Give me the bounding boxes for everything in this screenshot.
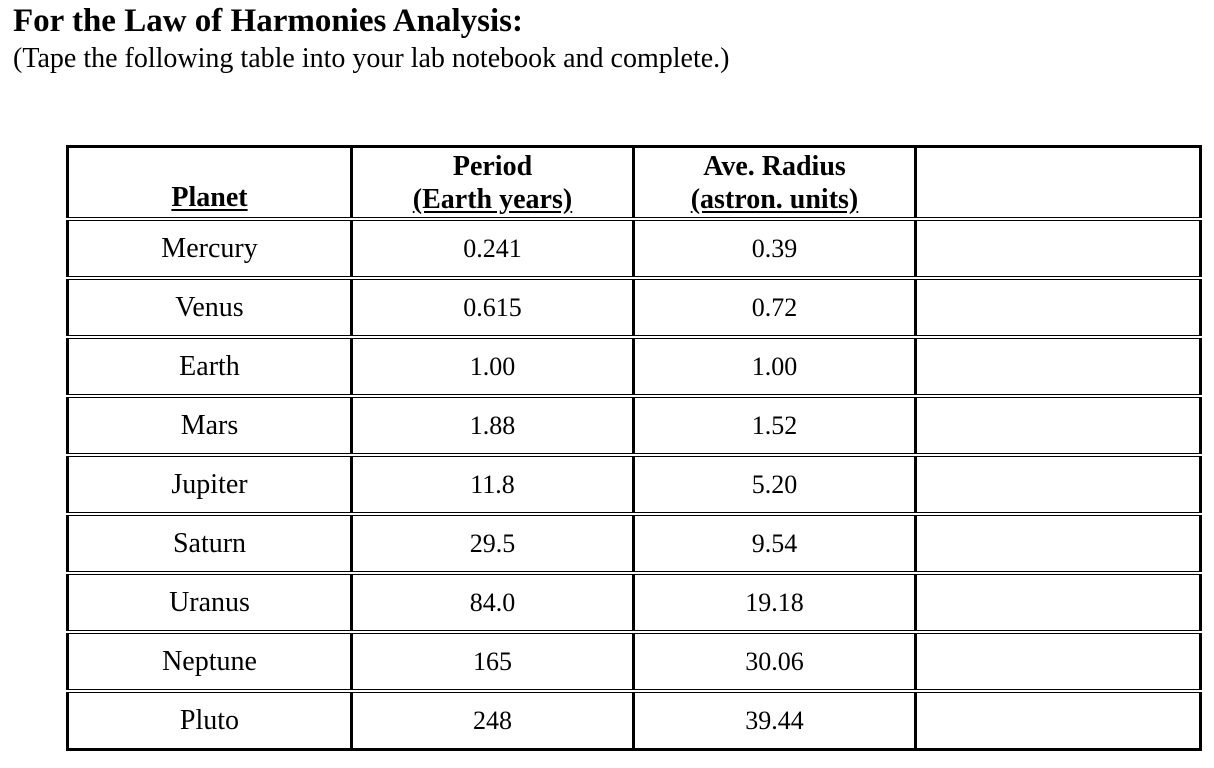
planet-name-cell: Venus <box>68 278 352 337</box>
header-row <box>68 147 1201 220</box>
blank-cell <box>916 396 1201 455</box>
blank-cell <box>916 514 1201 573</box>
blank-cell <box>916 632 1201 691</box>
table-row <box>68 337 1201 396</box>
page-subtitle: (Tape the following table into your lab notebook and complete.) <box>13 43 730 74</box>
period-cell: 0.615 <box>352 278 634 337</box>
blank-cell <box>916 278 1201 337</box>
period-cell: 29.5 <box>352 514 634 573</box>
planet-data-table <box>66 145 1202 751</box>
table-row <box>68 691 1201 750</box>
planet-name-cell: Jupiter <box>68 455 352 514</box>
radius-cell: 1.52 <box>634 396 916 455</box>
blank-cell <box>916 573 1201 632</box>
header-radius-title: Ave. Radius <box>703 150 846 182</box>
blank-cell <box>916 691 1201 750</box>
period-cell: 1.88 <box>352 396 634 455</box>
period-cell: 248 <box>352 691 634 750</box>
header-period-unit: (Earth years) <box>412 183 573 215</box>
period-cell: 0.241 <box>352 219 634 278</box>
period-cell: 84.0 <box>352 573 634 632</box>
planet-name-cell: Mercury <box>68 219 352 278</box>
table-header <box>68 147 1201 220</box>
blank-cell <box>916 455 1201 514</box>
table-row <box>68 455 1201 514</box>
radius-cell: 0.39 <box>634 219 916 278</box>
header-radius-unit: (astron. units) <box>690 183 859 215</box>
page-title: For the Law of Harmonies Analysis: <box>13 3 523 39</box>
radius-cell: 30.06 <box>634 632 916 691</box>
header-planet <box>68 147 352 220</box>
table-row <box>68 632 1201 691</box>
header-period <box>352 147 634 220</box>
header-radius <box>634 147 916 220</box>
table-row <box>68 573 1201 632</box>
radius-cell: 39.44 <box>634 691 916 750</box>
blank-cell <box>916 337 1201 396</box>
header-planet-label: Planet <box>171 182 248 213</box>
table-row <box>68 278 1201 337</box>
period-cell: 11.8 <box>352 455 634 514</box>
period-cell: 165 <box>352 632 634 691</box>
radius-cell: 1.00 <box>634 337 916 396</box>
header-blank <box>916 147 1201 220</box>
planet-name-cell: Neptune <box>68 632 352 691</box>
planet-name-cell: Mars <box>68 396 352 455</box>
planet-name-cell: Pluto <box>68 691 352 750</box>
table-row <box>68 396 1201 455</box>
radius-cell: 0.72 <box>634 278 916 337</box>
period-cell: 1.00 <box>352 337 634 396</box>
radius-cell: 5.20 <box>634 455 916 514</box>
table-row <box>68 219 1201 278</box>
radius-cell: 9.54 <box>634 514 916 573</box>
table-row <box>68 514 1201 573</box>
table-body <box>68 219 1201 750</box>
planet-name-cell: Earth <box>68 337 352 396</box>
header-period-title: Period <box>452 150 533 182</box>
radius-cell: 19.18 <box>634 573 916 632</box>
blank-cell <box>916 219 1201 278</box>
planet-name-cell: Uranus <box>68 573 352 632</box>
planet-name-cell: Saturn <box>68 514 352 573</box>
